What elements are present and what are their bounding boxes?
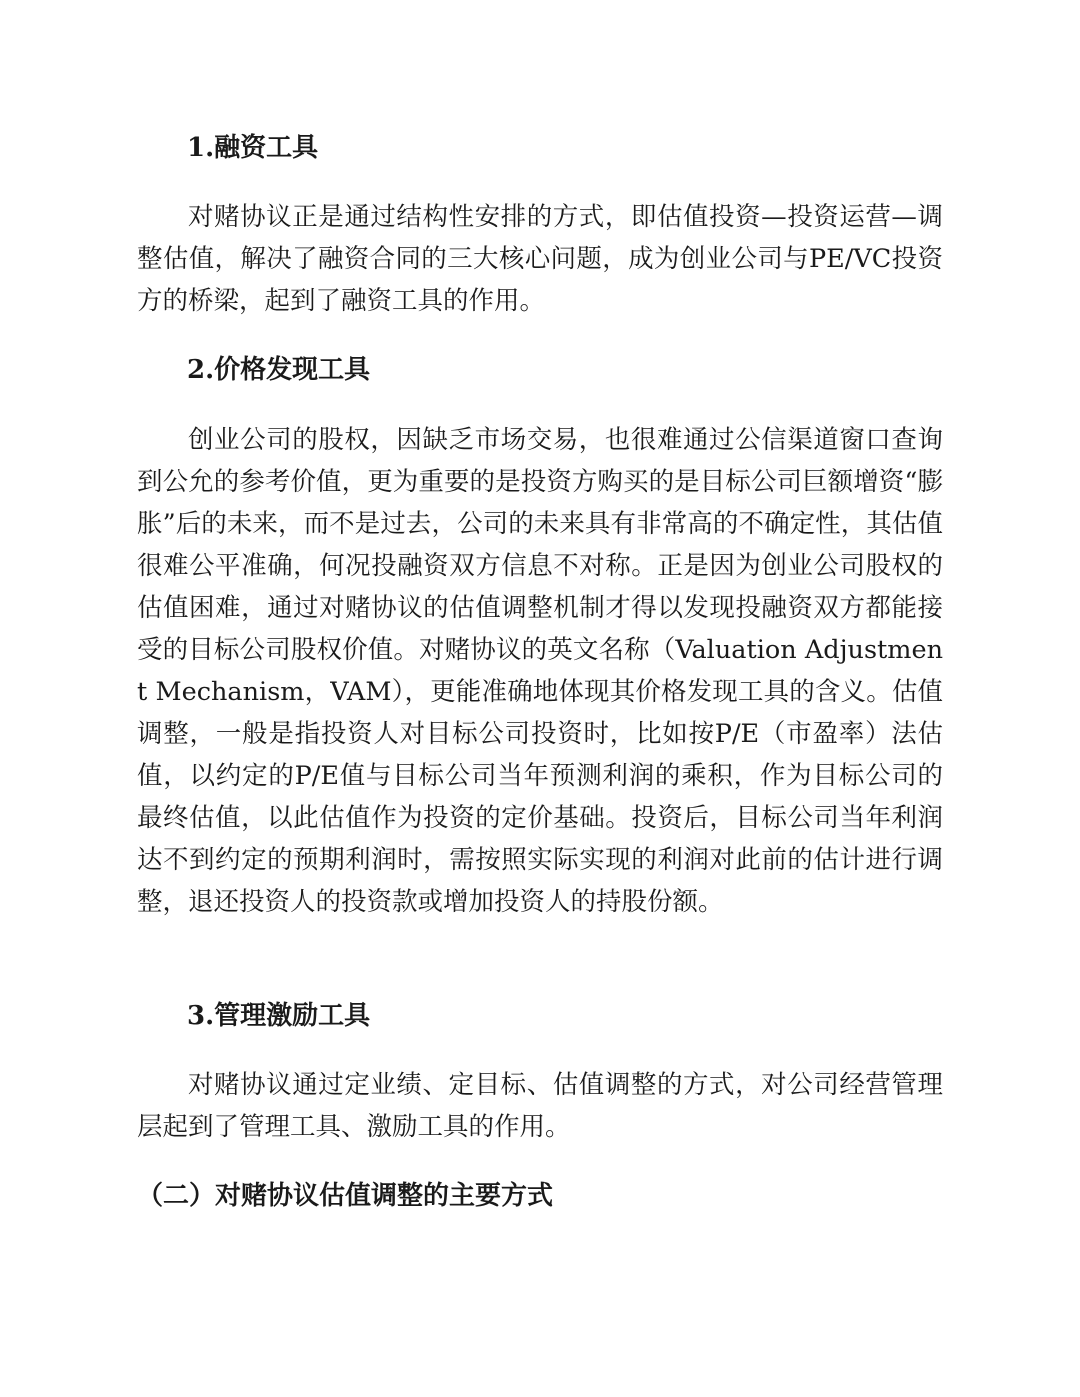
section-2-paragraph: 创业公司的股权，因缺乏市场交易，也很难通过公信渠道窗口查询到公允的参考价值，更为重要的是投资方购买的是目标公司巨额增资“膨胀”后的未来，而不是过去，公司的未来具有非常高的不确定性，其估值很难公平准确，何况投融资双方信息不对称。正是因为创业公司股权的估值困难，通过对赌协议的估值调整机制才得以发现投融资双方都能接受的目标公司股权价值。对赌协议的英文名称（Valuation Adjustment Mechanism，VAM），更能准确地体现其价格发现工具的含义。估值调整，一般是指投资人对目标公司投资时，比如按P/E（市盈率）法估值，以约定的P/E值与目标公司当年预测利润的乘积，作为目标公司的最终估值，以此估值作为投资的定价基础。投资后，目标公司当年利润达不到约定的预期利润时，需按照实际实现的利润对此前的估计进行调整，退还投资人的投资款或增加投资人的持股份额。 bbox=[137, 425, 943, 917]
subsection-title: （二）对赌协议估值调整的主要方式 bbox=[137, 1181, 554, 1211]
section-3-heading: 3.管理激励工具 bbox=[187, 1001, 371, 1031]
section-1-paragraph: 对赌协议正是通过结构性安排的方式，即估值投资—投资运营—调整估值，解决了融资合同的三大核心问题，成为创业公司与PE/VC投资方的桥梁，起到了融资工具的作用。 bbox=[137, 202, 943, 316]
section-1-heading: 1.融资工具 bbox=[187, 133, 319, 163]
section-3-paragraph: 对赌协议通过定业绩、定目标、估值调整的方式，对公司经营管理层起到了管理工具、激励工具的作用。 bbox=[137, 1070, 943, 1142]
section-2-heading: 2.价格发现工具 bbox=[187, 355, 371, 385]
